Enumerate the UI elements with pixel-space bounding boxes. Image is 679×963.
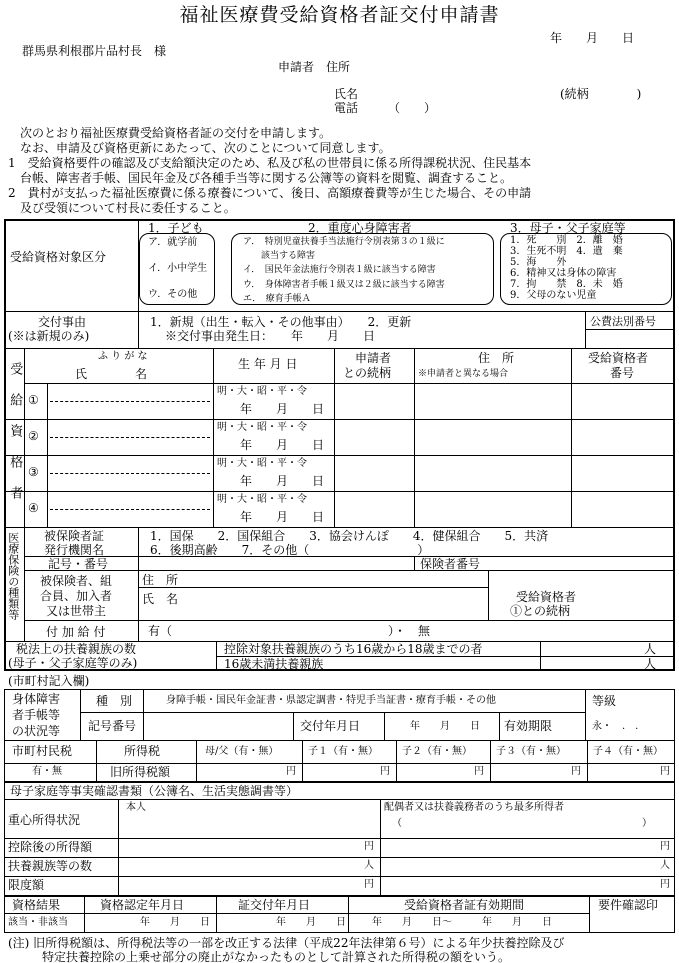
confirmation-seal-header: 要件確認印 [598,898,659,912]
category-single-parent-title: 3．母子・父子家庭等 [510,221,626,235]
handbook-grade-label: 等級 [592,694,617,708]
certification-date-value[interactable]: 年 月 日 [140,917,210,928]
body-line-5: 2 貴村が支払った福祉医療費に係る療養について、後日、高額療養費等が生じた場合、その申請 [8,186,532,200]
footnote-line-2: 特定扶養控除の上乗せ部分の廃止がなかったものとして計算された所得税の額をいう。 [42,950,511,963]
village-tax-label: 市町村民税 [12,744,73,758]
category-child-a[interactable]: ア．就学前 [148,237,198,248]
category-sp-5[interactable]: 7．拘 禁 8．未 婚 [510,279,623,290]
insurance-symbol-label: 記号・番号 [48,557,109,571]
unit-yen: 円 [571,766,581,777]
page-title: 福祉医療費受給資格者証交付申請書 [179,4,500,26]
category-child-u[interactable]: ウ．その他 [148,289,198,300]
recipient-furigana-header: ふ り が な [98,351,148,362]
limit-amount-label: 限度額 [8,878,45,892]
additional-benefit-options[interactable]: 有（ ）・ 無 [148,624,431,638]
recipient-row-no: ① [28,393,39,407]
category-disability-a[interactable]: ア． 特別児童扶養手当法施行令別表第３の１級に [243,237,445,247]
public-expense-number-label: 公費法別番号 [590,315,656,328]
category-label: 受給資格対象区分 [10,250,107,264]
category-sp-4[interactable]: 6．精神又は身体の障害 [510,268,617,279]
date-line[interactable]: 年 月 日 [550,31,635,45]
issue-reason-options[interactable]: 1．新規（出生・転入・その他事由） 2．更新 [150,315,412,329]
handbook-type-label: 種 別 [96,694,133,708]
insured-holder-label-3: 又は世帯主 [46,604,107,618]
recipient-dob-ymd[interactable]: 年 月 日 [240,510,325,524]
addressee: 群馬県利根郡片品村長 様 [22,44,167,58]
body-line-1: 次のとおり福祉医療費受給資格者証の交付を申請します。 [20,126,332,140]
applicant-phone-label: 電話 （ ） [334,101,437,115]
child3-income-flag[interactable]: 子３（有・無） [496,746,566,757]
recipient-era[interactable]: 明・大・昭・平・令 [217,494,307,505]
recipient-dob-header: 生 年 月 日 [238,357,298,371]
applicant-name-label: 氏名 [334,87,359,101]
recipient-era[interactable]: 明・大・昭・平・令 [217,422,307,433]
result-header: 資格結果 [12,898,61,912]
category-disability-u[interactable]: ウ． 身体障害者手帳１級又は２級に該当する障害 [243,280,445,290]
category-child-i[interactable]: イ．小中学生 [148,263,208,274]
category-disability-title: 2．重度心身障害者 [308,221,412,235]
spouse-income-paren[interactable]: （ ） [392,818,652,829]
handbook-label-3: の状況等 [12,724,61,738]
category-sp-2[interactable]: 3．生死不明 4．遺 棄 [510,246,623,257]
card-validity-header: 受給資格者証有効期間 [404,898,525,912]
spouse-income-label: 配偶者又は扶養義務者のうち最多所得者 [384,802,564,813]
recipient-era[interactable]: 明・大・昭・平・令 [217,458,307,469]
card-issue-date-value[interactable]: 年 月 日 [276,917,346,928]
unit-yen: 円 [474,766,484,777]
handbook-valid-label: 有効期限 [504,719,553,733]
dependents-count-label: 扶養親族等の数 [8,859,93,873]
handbook-reg-no-label: 記号番号 [88,719,137,733]
insured-relation-label-2: ①との続柄 [510,604,571,618]
insurance-type-options-1[interactable]: 1．国保 2．国保組合 3．協会けんぽ 4．健保組合 5．共済 [150,529,549,543]
unit-yen: 円 [380,766,390,777]
tax-dependents-label-1: 税法上の扶養親族の数 [16,642,137,656]
body-line-6: 及び受領について村長に委任すること。 [20,201,236,215]
unit-yen: 円 [286,766,296,777]
handbook-label-1: 身体障害 [12,692,61,706]
handbook-issued-date[interactable]: 年 月 日 [410,721,480,732]
handbook-type-options[interactable]: 身障手帳・国民年金証書・県認定調書・特児手当証書・療育手帳・その他 [166,695,496,706]
handbook-label-2: 者手帳等 [12,708,61,722]
insured-holder-label-1: 被保険者、組 [40,574,113,588]
tax-dependents-under-16: 16歳未満扶養親族 [224,657,324,671]
recipient-side-label: 受給資格者 [7,362,23,517]
handbook-valid-value[interactable]: 永・ . . [592,721,639,732]
body-line-4: 台帳、障害者手帳、国民年金及び各種手当等に関する公簿等の資料を閲覧、調査すること。 [20,171,513,185]
tax-dependents-16-18: 控除対象扶養親族のうち16歳から18歳までの者 [224,642,483,656]
issue-reason-label: 交付事由 [38,315,87,329]
category-disability-a2: 該当する障害 [243,251,316,261]
certification-date-header: 資格認定年月日 [100,898,185,912]
insured-holder-label-2: 合員、加入者 [40,589,113,603]
parent-income-flag[interactable]: 母/父（有・無） [205,746,279,757]
insurance-issuer-label-1: 被保険者証 [44,529,105,543]
recipient-number-header-1: 受給資格者 [588,351,649,365]
unit-persons: 人 [660,860,670,871]
unit-yen: 円 [660,841,670,852]
card-validity-period[interactable]: 年 月 日〜 年 月 日 [372,917,552,928]
insurer-number-label: 保険者番号 [420,557,481,571]
recipient-row-no: ④ [28,501,39,515]
issue-occurrence-date[interactable]: ※交付事由発生日： 年 月 日 [165,329,376,343]
unit-persons: 人 [644,642,657,656]
facts-documents-title: 母子家庭等事実確認書類（公簿名、生活実態調書等） [10,784,299,798]
insurance-issuer-label-2: 発行機関名 [44,543,105,557]
income-after-deduction-label: 控除後の所得額 [8,840,93,854]
category-sp-6[interactable]: 9．父母のない児童 [510,290,597,301]
unit-persons: 人 [364,860,374,871]
tax-dependents-label-2: (母子・父子家庭等のみ) [8,656,138,670]
unit-persons: 人 [644,657,657,671]
recipient-era[interactable]: 明・大・昭・平・令 [217,386,307,397]
recipient-dob-ymd[interactable]: 年 月 日 [240,402,325,416]
category-disability-i[interactable]: イ． 国民年金法施行令別表１級に該当する障害 [243,265,436,275]
category-sp-1[interactable]: 1．死 別 2．離 婚 [510,235,623,246]
unit-yen: 円 [364,879,374,890]
child1-income-flag[interactable]: 子１（有・無） [308,746,378,757]
insured-name-label: 氏 名 [142,592,179,606]
income-tax-label: 所得税 [124,744,161,758]
village-section-caption: (市町村記入欄) [8,674,90,688]
recipient-row-no: ③ [28,465,39,479]
insured-relation-label-1: 受給資格者 [516,590,577,604]
child2-income-flag[interactable]: 子２（有・無） [402,746,472,757]
old-income-tax-label: 旧所得税額 [110,765,171,779]
footnote-line-1: (注) 旧所得税額は、所得税法等の一部を改正する法律（平成22年法律第６号）による年少扶養控除及び [8,936,565,950]
recipient-row-no: ② [28,429,39,443]
result-value[interactable]: 該当・非該当 [8,917,68,928]
insurance-side-label: 医療保険の種類等 [6,532,20,620]
recipient-address-header: 住 所 [478,351,515,365]
village-tax-value[interactable]: 有・無 [32,766,62,777]
income-self-label: 本人 [126,802,146,813]
child4-income-flag[interactable]: 子４（有・無） [593,746,663,757]
recipient-dob-ymd[interactable]: 年 月 日 [240,474,325,488]
category-sp-3[interactable]: 5．海 外 [510,257,567,268]
insurance-type-options-2[interactable]: 6．後期高齢 7．その他（ ） [150,543,430,557]
recipient-dob-ymd[interactable]: 年 月 日 [240,438,325,452]
card-issue-date-header: 証交付年月日 [238,898,311,912]
body-line-3: 1 受給資格要件の確認及び支給額決定のため、私及び私の世帯員に係る所得課税状況、住民基本 [8,156,532,170]
income-status-label: 重心所得状況 [8,813,81,827]
applicant-address-label: 申請者 住所 [278,60,351,74]
body-line-2: なお、申請及び資格更新にあたって、次のことについて同意します。 [20,141,391,155]
handbook-issued-label: 交付年月日 [300,719,361,733]
recipient-address-note: ※申請者と異なる場合 [418,369,509,379]
recipient-relation-header-2: との続柄 [343,366,392,380]
unit-yen: 円 [364,841,374,852]
insured-address-label: 住 所 [142,573,179,587]
applicant-relation-label: (続柄 ) [560,87,642,101]
recipient-name-header: 氏 名 [75,367,148,381]
recipient-number-header-2: 番号 [610,366,635,380]
recipient-relation-header-1: 申請者 [355,351,392,365]
issue-reason-note: (※は新規のみ) [8,329,90,343]
category-child-title: 1．子ども [148,221,204,235]
unit-yen: 円 [660,879,670,890]
category-disability-e[interactable]: エ． 療育手帳Ａ [243,294,311,304]
unit-yen: 円 [660,766,670,777]
additional-benefit-label: 付 加 給 付 [46,625,106,639]
